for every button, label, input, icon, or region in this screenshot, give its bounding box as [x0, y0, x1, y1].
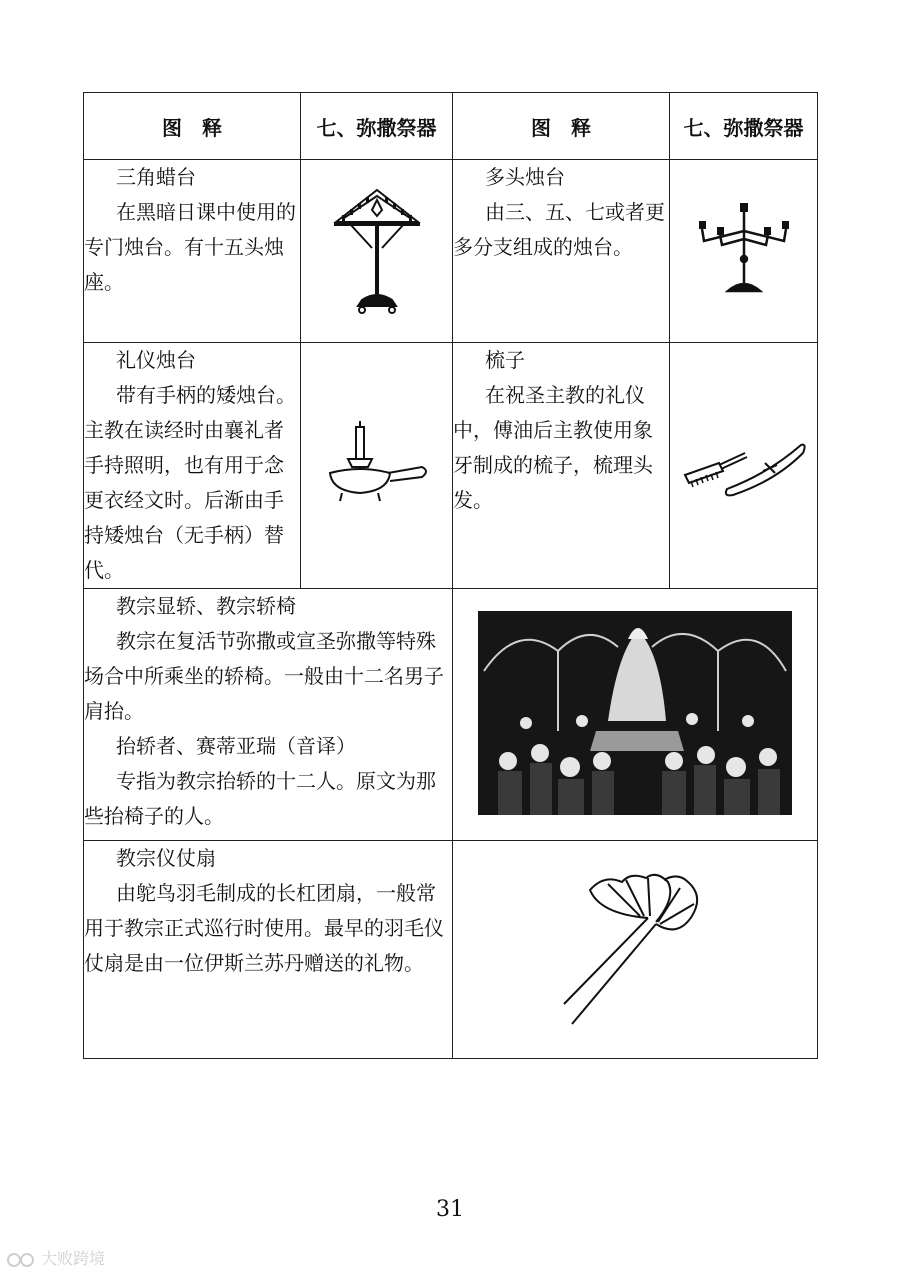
triangular-candelabrum-icon [332, 182, 422, 316]
header-row [84, 93, 818, 160]
table-row [84, 160, 818, 343]
branched-candelabrum-icon [694, 199, 794, 299]
watermark [6, 1246, 105, 1269]
entry-illustration [670, 160, 818, 343]
header-col-section: 七、弥撒祭器 [301, 93, 453, 160]
entry-illustration [670, 343, 818, 589]
entry-title: 教宗显轿、教宗轿椅 [116, 594, 296, 618]
table-row [84, 343, 818, 589]
hand-candlestick-icon [322, 421, 432, 507]
entry-body: 在黑暗日课中使用的专门烛台。有十五头烛座。 [84, 200, 296, 294]
entry-text [84, 841, 453, 1059]
entry-title: 梳子 [485, 348, 525, 372]
papal-sedia-engraving-icon [478, 611, 792, 815]
table-row [84, 841, 818, 1059]
entry-text [84, 160, 301, 343]
glossary-table [83, 92, 818, 1059]
entry-body: 专指为教宗抬轿的十二人。原文为那些抬椅子的人。 [84, 769, 436, 828]
page-number: 31 [436, 1197, 464, 1222]
entry-title: 多头烛台 [485, 165, 565, 189]
entry-text [453, 160, 670, 343]
header-col-explanation: 图 释 [84, 93, 301, 160]
feather-flabellum-icon [560, 868, 710, 1028]
table-row [84, 589, 818, 841]
entry-text [84, 343, 301, 589]
entry-text [453, 343, 670, 589]
entry-illustration [301, 343, 453, 589]
entry-body: 带有手柄的矮烛台。主教在读经时由襄礼者手持照明，也有用于念更衣经文时。后渐由手持矮烛台（无手柄）替代。 [84, 383, 296, 582]
entry-body: 由鸵鸟羽毛制成的长杠团扇，一般常用于教宗正式巡行时使用。最早的羽毛仪仗扇是由一位伊斯兰苏丹赠送的礼物。 [84, 881, 444, 975]
entry-body: 在祝圣主教的礼仪中，傅油后主教使用象牙制成的梳子，梳理头发。 [453, 383, 653, 512]
entry-illustration [453, 841, 818, 1059]
comb-icon [679, 429, 809, 499]
entry-body: 教宗在复活节弥撒或宣圣弥撒等特殊场合中所乘坐的轿椅。一般由十二名男子肩抬。 [84, 629, 444, 723]
entry-title: 三角蜡台 [116, 165, 196, 189]
watermark-logo-icon [6, 1251, 36, 1269]
entry-illustration [453, 589, 818, 841]
entry-title: 礼仪烛台 [116, 348, 196, 372]
header-col-section: 七、弥撒祭器 [670, 93, 818, 160]
entry-illustration [301, 160, 453, 343]
entry-title: 抬轿者、赛蒂亚瑞（音译） [116, 734, 356, 758]
entry-body: 由三、五、七或者更多分支组成的烛台。 [453, 200, 665, 259]
entry-title: 教宗仪仗扇 [116, 846, 216, 870]
watermark-text: 大败跨境 [41, 1249, 106, 1268]
header-col-explanation: 图 释 [453, 93, 670, 160]
entry-text [84, 589, 453, 841]
